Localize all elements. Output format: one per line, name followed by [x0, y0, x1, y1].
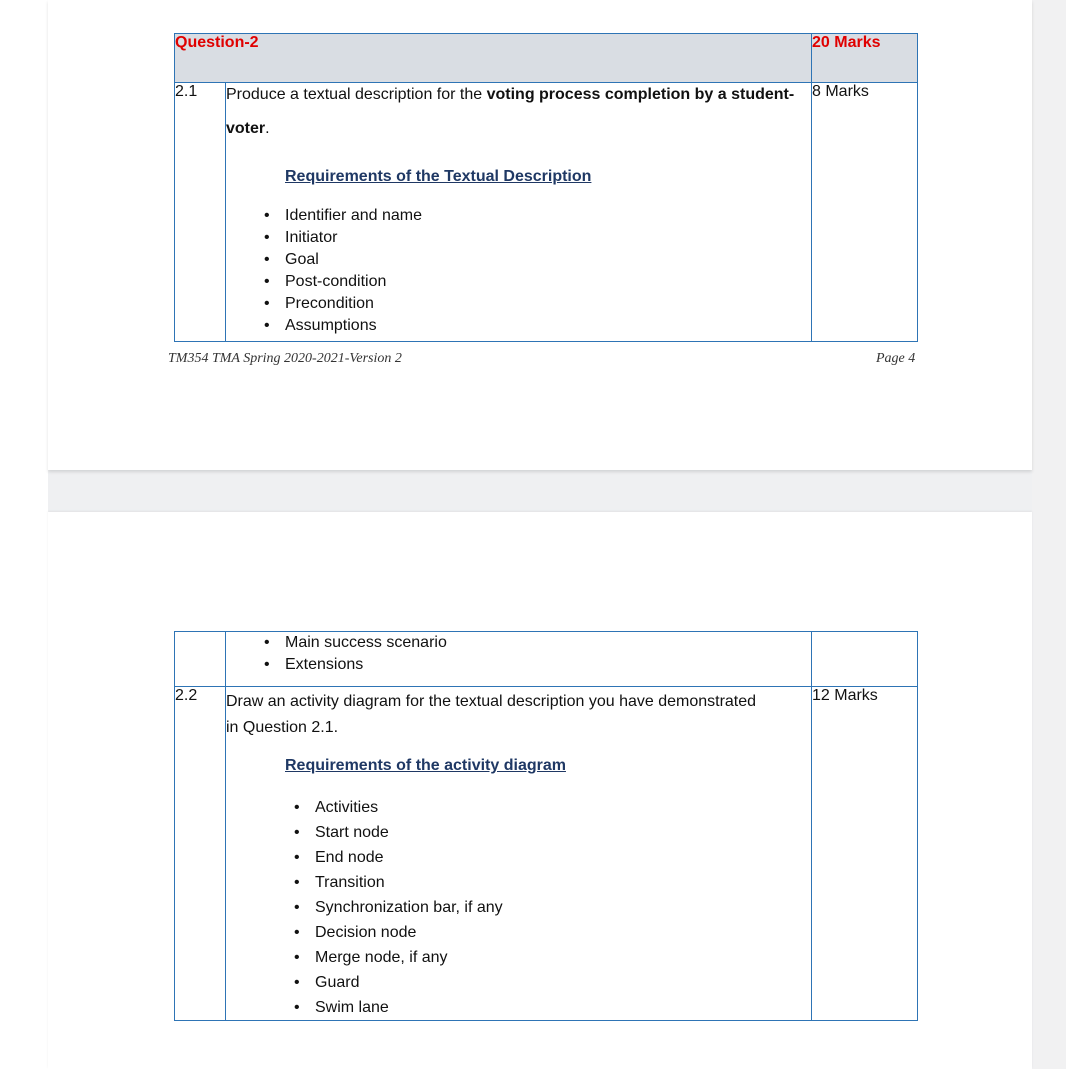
- bullet-icon: •: [264, 295, 270, 312]
- requirements-heading: Requirements of the Textual Description: [285, 168, 592, 185]
- list-item-text: Merge node, if any: [315, 949, 448, 966]
- bullet-icon: •: [294, 899, 300, 916]
- list-item: [226, 293, 811, 315]
- list-item-text: Main success scenario: [285, 634, 447, 651]
- question-text-bold: voting process completion by a student-: [486, 86, 795, 103]
- bullet-icon: •: [264, 251, 270, 268]
- list-item-text: End node: [315, 849, 384, 866]
- bullet-icon: •: [294, 949, 300, 966]
- empty-number-cell: [175, 632, 226, 687]
- continued-row: [175, 632, 918, 687]
- list-item: [226, 227, 811, 249]
- list-item: [226, 315, 811, 337]
- list-item-text: Post-condition: [285, 273, 387, 290]
- list-item: [226, 820, 811, 845]
- bullet-icon: •: [294, 974, 300, 991]
- question-2-table: [174, 33, 918, 342]
- bullet-icon: •: [264, 273, 270, 290]
- question-text-end: .: [265, 120, 270, 137]
- footer-document-title: TM354 TMA Spring 2020-2021-Version 2: [168, 351, 402, 366]
- list-item: [226, 271, 811, 293]
- bullet-icon: •: [294, 999, 300, 1016]
- question-header-row: [175, 34, 918, 83]
- list-item-text: Identifier and name: [285, 207, 422, 224]
- question-text-line1: Draw an activity diagram for the textual description you have demonstrated: [226, 693, 757, 710]
- list-item-text: Activities: [315, 799, 379, 816]
- list-item: [226, 945, 811, 970]
- list-item-text: Transition: [315, 874, 385, 891]
- bullet-icon: •: [294, 924, 300, 941]
- question-description: [226, 83, 812, 342]
- list-item-text: Extensions: [285, 656, 364, 673]
- footer-page-number: Page 4: [876, 351, 916, 366]
- bullet-icon: •: [264, 317, 270, 334]
- question-text-line1: [226, 83, 811, 107]
- question-number: 2.2: [175, 687, 226, 1021]
- list-item: [226, 845, 811, 870]
- bullet-icon: •: [294, 849, 300, 866]
- list-item: [226, 995, 811, 1020]
- requirements-heading: Requirements of the activity diagram: [285, 757, 566, 774]
- list-item-text: Goal: [285, 251, 319, 268]
- empty-marks-cell: [812, 632, 918, 687]
- question-description: [226, 687, 812, 1021]
- question-text-line2: in Question 2.1.: [226, 719, 339, 736]
- list-item-text: Guard: [315, 974, 360, 991]
- list-item: [226, 205, 811, 227]
- list-item-text: Decision node: [315, 924, 417, 941]
- bullet-icon: •: [264, 207, 270, 224]
- list-item-text: Precondition: [285, 295, 374, 312]
- list-item-text: Assumptions: [285, 317, 377, 334]
- list-item: [226, 795, 811, 820]
- right-gutter: [1032, 0, 1066, 1069]
- continued-requirements-list: [226, 632, 811, 676]
- bullet-icon: •: [294, 874, 300, 891]
- question-text-bold-2: voter: [226, 120, 266, 137]
- question-marks: 8 Marks: [812, 83, 918, 342]
- question-text-line2: [226, 117, 811, 141]
- question-text-plain: Produce a textual description for the: [226, 86, 487, 103]
- question-total-marks: 20 Marks: [812, 34, 918, 83]
- list-item: [226, 920, 811, 945]
- list-item-text: Swim lane: [315, 999, 389, 1016]
- list-item-text: Start node: [315, 824, 389, 841]
- list-item: [226, 632, 811, 654]
- bullet-icon: •: [294, 799, 300, 816]
- list-item: [226, 895, 811, 920]
- question-2-continued-table: [174, 631, 918, 1021]
- bullet-icon: •: [264, 634, 270, 651]
- requirements-list: [226, 205, 811, 337]
- continued-items-cell: [226, 632, 812, 687]
- question-2-1-row: [175, 83, 918, 342]
- list-item: [226, 970, 811, 995]
- question-number: 2.1: [175, 83, 226, 342]
- list-item: [226, 870, 811, 895]
- list-item: [226, 654, 811, 676]
- bullet-icon: •: [264, 656, 270, 673]
- requirements-list: [226, 795, 811, 1020]
- document-page-5: [48, 512, 1032, 1069]
- bullet-icon: •: [264, 229, 270, 246]
- list-item-text: Initiator: [285, 229, 338, 246]
- document-page-4: [48, 0, 1032, 470]
- list-item: [226, 249, 811, 271]
- list-item-text: Synchronization bar, if any: [315, 899, 503, 916]
- question-label: Question-2: [175, 34, 812, 83]
- question-2-2-row: [175, 687, 918, 1021]
- bullet-icon: •: [294, 824, 300, 841]
- question-marks: 12 Marks: [812, 687, 918, 1021]
